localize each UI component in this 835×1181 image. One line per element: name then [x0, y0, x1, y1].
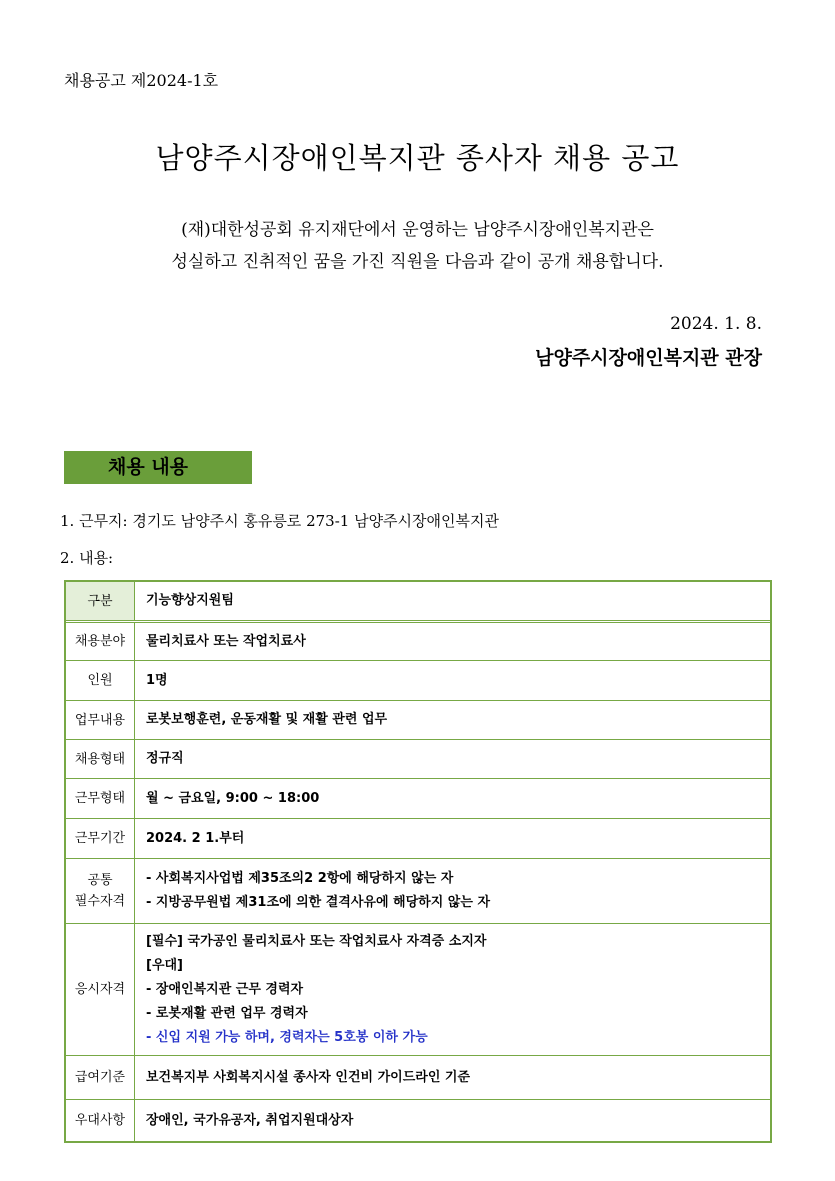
row-label: 인원: [66, 661, 135, 700]
table-row-salary: [66, 1055, 770, 1099]
value-line: [우대]: [146, 957, 183, 973]
row-value: 2024. 2 1.부터: [146, 830, 245, 846]
section-title-bar: 채용 내용: [64, 451, 252, 484]
row-value: [135, 859, 770, 923]
issuer-name: 남양주시장애인복지관 관장: [535, 347, 762, 369]
intro-line-1: (재)대한성공회 유지재단에서 운영하는 남양주시장애인복지관은: [181, 220, 654, 240]
value-line: - 로봇재활 관련 업무 경력자: [146, 1005, 308, 1021]
table-row-field: [66, 620, 770, 660]
row-value: 장애인, 국가유공자, 취업지원대상자: [146, 1112, 354, 1128]
table-row-common-requirements: [66, 858, 770, 923]
row-value: 월 ~ 금요일, 9:00 ~ 18:00: [146, 790, 320, 806]
row-label: 응시자격: [66, 924, 135, 1055]
table-row-duties: [66, 700, 770, 739]
row-value: 로봇보행훈련, 운동재활 및 재활 관련 업무: [146, 712, 388, 727]
intro-paragraph: [0, 214, 835, 278]
value-line: - 사회복지사업법 제35조의2 2항에 해당하지 않는 자: [146, 871, 454, 886]
row-value: 정규직: [146, 751, 184, 766]
row-label: 채용분야: [66, 623, 135, 660]
row-label: 근무기간: [66, 819, 135, 858]
notice-number: 채용공고 제2024-1호: [64, 71, 219, 90]
value-line: - 장애인복지관 근무 경력자: [146, 981, 304, 997]
row-label: 구분: [66, 582, 135, 620]
row-value: 기능향상지원팀: [146, 593, 234, 608]
table-row-headcount: [66, 660, 770, 700]
intro-line-2: 성실하고 진취적인 꿈을 가진 직원을 다음과 같이 공개 채용합니다.: [171, 252, 664, 272]
announcement-date: 2024. 1. 8.: [670, 314, 762, 334]
workplace-item: 1. 근무지: 경기도 남양주시 홍유릉로 273-1 남양주시장애인복지관: [60, 512, 499, 530]
table-row-work-period: [66, 818, 770, 858]
table-row-employment-type: [66, 739, 770, 778]
row-label: 업무내용: [66, 701, 135, 739]
value-line: - 지방공무원법 제31조에 의한 결격사유에 해당하지 않는 자: [146, 895, 491, 910]
content-item: 2. 내용:: [60, 549, 114, 567]
row-label: [66, 859, 135, 923]
label-line: 필수자격: [74, 894, 126, 909]
value-line-highlight: - 신입 지원 가능 하며, 경력자는 5호봉 이하 가능: [146, 1029, 428, 1045]
row-label: 우대사항: [66, 1100, 135, 1141]
label-line: 공통: [87, 873, 113, 888]
row-label: 근무형태: [66, 779, 135, 818]
table-row-work-schedule: [66, 778, 770, 818]
page-title: 남양주시장애인복지관 종사자 채용 공고: [155, 141, 680, 175]
row-value: 물리치료사 또는 작업치료사: [146, 633, 306, 649]
table-row-head: [66, 582, 770, 620]
value-line: [필수] 국가공인 물리치료사 또는 작업치료사 자격증 소지자: [146, 933, 487, 949]
row-label: 채용형태: [66, 740, 135, 778]
table-row-preference: [66, 1099, 770, 1141]
recruitment-table: [64, 580, 772, 1143]
row-value: 1명: [146, 672, 168, 688]
row-value: [135, 924, 770, 1055]
table-row-qualification: [66, 923, 770, 1055]
row-label: 급여기준: [66, 1056, 135, 1099]
row-value: 보건복지부 사회복지시설 종사자 인건비 가이드라인 기준: [146, 1069, 471, 1085]
